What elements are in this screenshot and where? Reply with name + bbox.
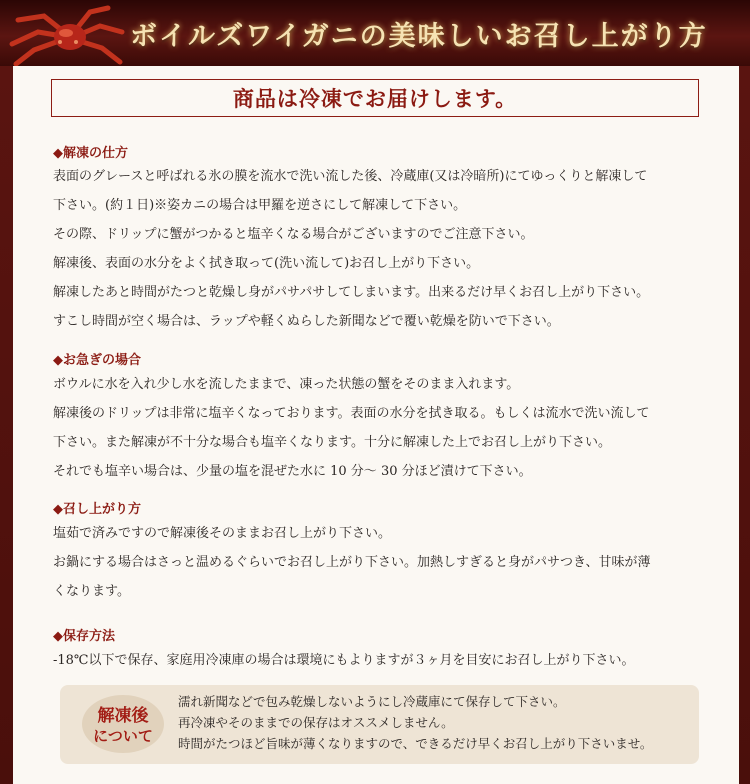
section-body-hurry: [53, 370, 703, 486]
body-line: くなります。: [53, 584, 130, 599]
page-title: ボイルズワイガニの美味しいお召し上がり方: [130, 21, 708, 52]
body-line: -18℃以下で保存、家庭用冷凍庫の場合は環境にもよりますが３ヶ月を目安にお召し上がり下さい。: [53, 653, 635, 668]
body-line: その際、ドリップに蟹がつかると塩辛くなる場合がございますのでご注意下さい。: [53, 227, 534, 242]
body-line: 塩茹で済みですので解凍後そのままお召し上がり下さい。: [53, 526, 392, 541]
body-line: 解凍したあと時間がたつと乾燥し身がパサパサしてしまいます。出来るだけ早くお召し上がり下さい。: [53, 285, 650, 300]
body-line: すこし時間が空く場合は、ラップや軽くぬらした新聞などで覆い乾燥を防いで下さい。: [53, 314, 560, 329]
body-line: それでも塩辛い場合は、少量の塩を混ぜた水に 10 分〜 30 分ほど漬けて下さい。: [53, 464, 532, 479]
content-panel: [13, 66, 739, 784]
after-thaw-box: [60, 685, 699, 764]
after-thaw-label-line2: について: [93, 727, 153, 745]
section-heading-storage: ◆保存方法: [53, 629, 115, 644]
frozen-notice: [51, 79, 699, 117]
after-thaw-label-line1: 解凍後: [97, 706, 149, 726]
after-thaw-text: [178, 691, 698, 754]
section-body-storage: [53, 646, 703, 675]
body-line: ボウルに水を入れ少し水を流したままで、凍った状態の蟹をそのまま入れます。: [53, 377, 520, 392]
after-thaw-label: [72, 693, 174, 755]
body-line: 解凍後のドリップは非常に塩辛くなっております。表面の水分を拭き取る。もしくは流水で洗い流して: [53, 406, 650, 421]
body-line: 解凍後、表面の水分をよく拭き取って(洗い流して)お召し上がり下さい。: [53, 256, 480, 271]
section-heading-hurry: ◆お急ぎの場合: [53, 353, 141, 368]
section-body-thawing: [53, 162, 703, 336]
section-heading-serving: ◆召し上がり方: [53, 502, 141, 517]
header-banner: [0, 0, 750, 66]
body-line: 下さい。また解凍が不十分な場合も塩辛くなります。十分に解凍した上でお召し上がり下さい。: [53, 435, 611, 450]
after-thaw-line: 再冷凍やそのままでの保存はオススメしません。: [178, 715, 454, 730]
body-line: お鍋にする場合はさっと温めるぐらいでお召し上がり下さい。加熱しすぎると身がパサつき、甘味が薄: [53, 555, 651, 570]
body-line: 表面のグレースと呼ばれる氷の膜を流水で洗い流した後、冷蔵庫(又は冷暗所)にてゆっくりと解凍して: [53, 169, 648, 184]
section-body-serving: [53, 519, 703, 606]
crab-icon: [4, 2, 128, 68]
body-line: 下さい。(約１日)※姿カニの場合は甲羅を逆さにして解凍して下さい。: [53, 198, 467, 213]
after-thaw-line: 濡れ新聞などで包み乾燥しないようにし冷蔵庫にて保存して下さい。: [178, 694, 566, 709]
section-heading-thawing: ◆解凍の仕方: [53, 146, 128, 161]
after-thaw-line: 時間がたつほど旨味が薄くなりますので、できるだけ早くお召し上がり下さいませ。: [178, 736, 653, 751]
notice-text: 商品は冷凍でお届けします。: [232, 86, 518, 111]
